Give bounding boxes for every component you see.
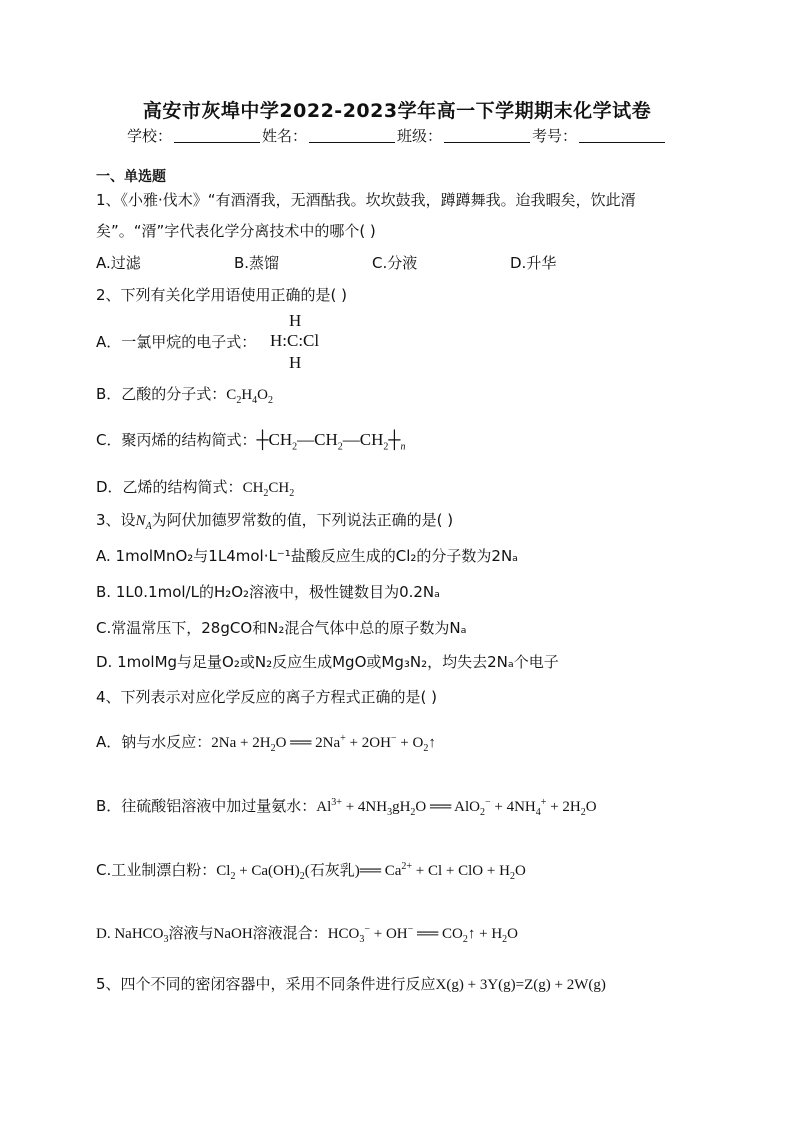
q1-option-b[interactable]: B.蒸馏 xyxy=(234,254,280,272)
q2-option-b-label: B．乙酸的分子式： xyxy=(96,385,227,403)
q3-option-b[interactable]: B. 1L0.1mol/L的H₂O₂溶液中，极性键数目为0.2Nₐ xyxy=(96,583,441,601)
struct-bottom-h: H xyxy=(289,353,302,372)
q4-option-c-label: C.工业制漂白粉： xyxy=(96,861,217,879)
q1-option-d[interactable]: D.升华 xyxy=(510,254,557,272)
q4-d-naoh: NaOH xyxy=(213,926,253,942)
q1-option-c[interactable]: C.分液 xyxy=(372,254,418,272)
q4-d-prefix: D. NaHCO$_3$ xyxy=(96,926,169,945)
q2-option-c-label: C．聚丙烯的结构简式： xyxy=(96,431,257,449)
q4-option-b[interactable] xyxy=(96,795,597,818)
q2-option-d-label: D．乙烯的结构简式： xyxy=(96,478,243,496)
q4-option-b-label: B．往硫酸铝溶液中加过量氨水： xyxy=(96,797,317,815)
number-label: 考号： xyxy=(532,127,578,145)
name-label: 姓名： xyxy=(261,127,307,145)
q3-stem-pre: 3、设 xyxy=(96,511,136,529)
q3-option-c[interactable]: C.常温常压下，28gCO和N₂混合气体中总的原子数为Nₐ xyxy=(96,619,467,637)
q2-option-a-label[interactable]: A．一氯甲烷的电子式： xyxy=(96,333,257,351)
q3-option-d[interactable]: D. 1molMg与足量O₂或N₂反应生成MgO或Mg₃N₂，均失去2Nₐ个电子 xyxy=(96,653,559,671)
q4-option-a[interactable] xyxy=(96,731,436,754)
class-label: 班级： xyxy=(397,127,443,145)
q1-line1: 1、《小雅·伐木》“有酒湑我，无酒酤我。坎坎鼓我，蹲蹲舞我。迨我暇矣，饮此湑 xyxy=(96,191,636,209)
bleach-powder-equation-rest: )══ $Ca^{2+} + Cl$ + ClO + $H_2O$ xyxy=(354,861,526,882)
class-blank[interactable] xyxy=(444,128,530,143)
q5-stem xyxy=(96,973,606,994)
sodium-water-equation: $2Na + 2H_2O$ ══ $2Na^+ + 2OH^- + O_2↑$ xyxy=(211,733,436,754)
name-blank[interactable] xyxy=(309,128,395,143)
q4-option-d[interactable] xyxy=(96,922,518,945)
acetic-acid-formula: $C_2H_4O_2$ xyxy=(226,387,273,406)
polypropylene-formula: $┼CH_2—CH_2—CH_2┼_n$ xyxy=(256,430,406,453)
q2-option-c[interactable] xyxy=(96,429,405,452)
struct-top-h: H xyxy=(289,311,302,330)
q5-stem-text: 5、四个不同的密闭容器中，采用不同条件进行反应 xyxy=(96,975,436,993)
q2-option-b[interactable] xyxy=(96,383,273,406)
q1-options xyxy=(96,252,648,273)
avogadro-symbol: $N_A$ xyxy=(135,513,152,532)
q4-option-d-label2: 溶液混合： xyxy=(252,924,328,942)
section-heading: 一、单选题 xyxy=(96,169,166,185)
q2-option-d[interactable] xyxy=(96,476,294,499)
bicarbonate-equation: $HCO_3^- + OH^-$ ══ $CO_2↑ + H_2O$ xyxy=(327,924,518,945)
school-blank[interactable] xyxy=(174,128,260,143)
page-title: 高安市灰埠中学2022-2023学年高一下学期期末化学试卷 xyxy=(142,100,652,122)
bleach-powder-equation: $Cl_2 + Ca(OH)_2$( xyxy=(216,863,310,882)
q4-option-d-label: 溶液与 xyxy=(168,924,214,942)
q1-option-a[interactable]: A.过滤 xyxy=(96,254,141,272)
q3-stem xyxy=(96,509,453,532)
school-label: 学校： xyxy=(126,127,172,145)
q4-option-c[interactable] xyxy=(96,859,526,882)
q3-option-a[interactable]: A. 1molMnO₂与1L4mol·L⁻¹盐酸反应生成的Cl₂的分子数为2Nₐ xyxy=(96,547,519,565)
aluminum-ammonia-equation: $Al^{3+} + 4NH_3gH_2O$ ══ $AlO_2^- + 4NH_4^+ + 2H_2O$ xyxy=(316,797,597,818)
q4-option-a-label: A．钠与水反应： xyxy=(96,733,212,751)
q2-stem: 2、下列有关化学用语使用正确的是( ) xyxy=(96,286,348,304)
ethylene-formula: $CH_2CH_2$ xyxy=(242,480,295,499)
q4-stem: 4、下列表示对应化学反应的离子方程式正确的是( ) xyxy=(96,688,438,706)
struct-middle-row: H:C:Cl xyxy=(270,331,320,350)
q1-line2: 矣”。“湑”字代表化学分离技术中的哪个( ) xyxy=(96,222,376,240)
q5-reaction: X(g) + 3Y(g)=Z(g) + 2W(g) xyxy=(435,977,606,993)
number-blank[interactable] xyxy=(579,128,665,143)
student-info-row xyxy=(0,125,794,146)
q3-stem-post: 为阿伏加德罗常数的值，下列说法正确的是( ) xyxy=(151,511,454,529)
lime-milk-note: 石灰乳 xyxy=(309,861,355,879)
